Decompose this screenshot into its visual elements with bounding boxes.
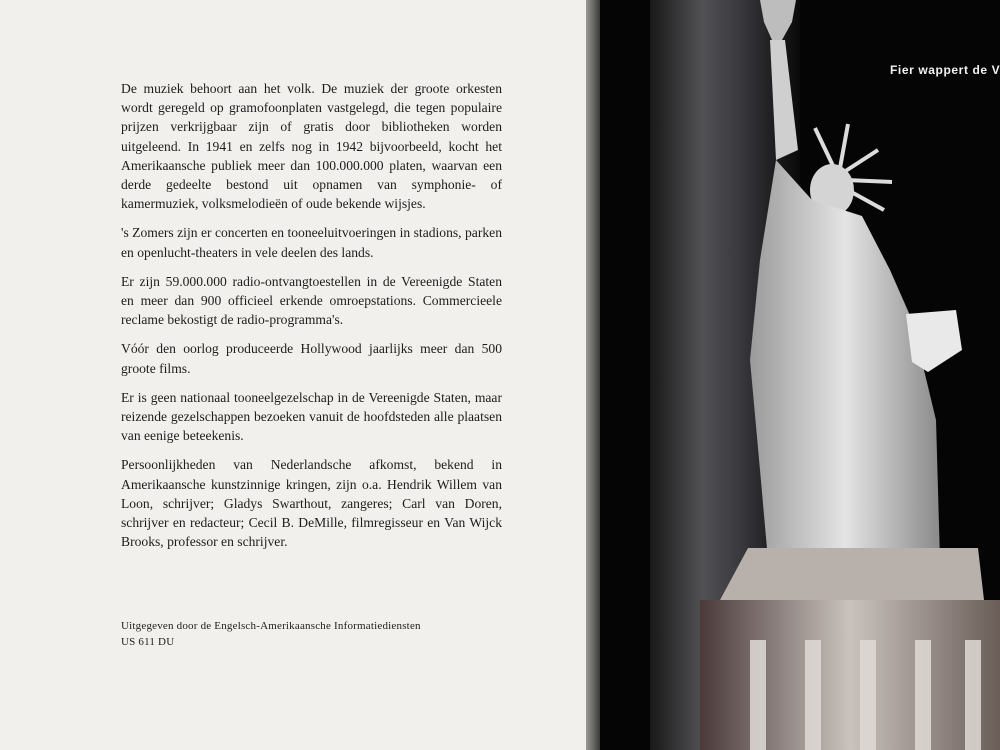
paragraph-music: De muziek behoort aan het volk. De muziek der groote orkesten wordt geregeld op gramofoonplaten vastgelegd, die tegen populaire prijzen verkrijgbaar zijn of gratis door bibliotheken worden uitgeleend. In 1941 en zelfs nog in 1942 bijvoorbeeld, kocht het Amerikaansche publiek meer dan 100.000.000 platen, waarvan een derde gedeelte bestond uit opnamen van symphonie- of kamermuziek, volksmelodieën of oude bekende wijsjes. — [121, 81, 502, 212]
paragraph-radio: Er zijn 59.000.000 radio-ontvangtoestellen in de Vereenigde Staten en meer dan 900 officieel erkende omroepstations. Commercieele reclame bekostigt de radio-programma's. — [121, 273, 502, 328]
paragraph-personalities: Persoonlijkheden van Nederlandsche afkomst, bekend in Amerikaansche kunstzinnige kringen, zijn o.a. Hendrik Willem van Loon, schrijver; Gladys Swarthout, zangeres; Carl van Doren, schrijver en redacteur; Cecil B. DeMille, filmregisseur en Van Wijck Brooks, professor en schrijver. — [121, 457, 502, 550]
statue-robe — [750, 160, 940, 560]
pedestal-top — [720, 548, 984, 600]
pedestal — [700, 600, 1000, 750]
statue-of-liberty-photo — [600, 0, 1000, 750]
tablet — [906, 310, 962, 372]
paragraph-summer: 's Zomers zijn er concerten en tooneeluitvoeringen in stadions, parken en openlucht-theaters in vele deelen des lands. — [121, 225, 502, 260]
book-gutter — [586, 0, 600, 750]
imprint — [121, 618, 521, 650]
imprint-code: US 611 DU — [121, 636, 175, 648]
right-page-photo — [600, 0, 1000, 750]
paragraph-theatre: Er is geen nationaal tooneelgezelschap in de Vereenigde Staten, maar reizende gezelschappen bezoeken vanuit de hoofdsteden alle plaatsen van eenige beteekenis. — [121, 389, 502, 444]
paragraph-hollywood: Vóór den oorlog produceerde Hollywood jaarlijks meer dan 500 groote films. — [121, 341, 502, 376]
body-text — [121, 79, 502, 561]
imprint-publisher: Uitgegeven door de Engelsch-Amerikaansche Informatiediensten — [121, 620, 421, 632]
photo-caption: Fier wappert de V — [890, 63, 1000, 77]
